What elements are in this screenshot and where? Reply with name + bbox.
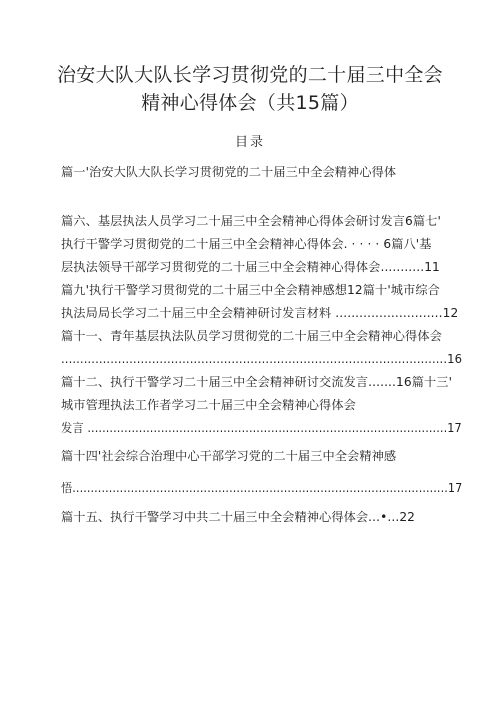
toc-entry: 层执法领导干部学习贯彻党的二十届三中全会精神心得体会...........11 bbox=[61, 260, 440, 274]
toc-entry: 城市管理执法工作者学习二十届三中全会精神心得体会 bbox=[61, 398, 356, 412]
document-title-line-2: 精神心得体会（共15篇） bbox=[141, 92, 359, 114]
toc-entry: 篇十一、青年基层执法队员学习贯彻党的二十届三中全会精神心得体会 bbox=[61, 329, 442, 343]
toc-entry: ......................................................................................................16 bbox=[61, 352, 463, 366]
toc-entry: 篇十二、执行干警学习二十届三中全会精神研讨交流发言.......16篇十三' bbox=[61, 375, 453, 389]
toc-entry: 篇十五、执行干警学习中共二十届三中全会精神心得体会...•...22 bbox=[61, 510, 416, 524]
toc-entry: 篇六、基层执法人员学习二十届三中全会精神心得体会研讨发言6篇七' bbox=[61, 214, 441, 228]
document-title-line-1: 治安大队大队长学习贯彻党的二十届三中全会 bbox=[56, 64, 443, 86]
toc-entry: 执行干警学习贯彻党的二十届三中全会精神心得体会. · · · · 6篇八'基 bbox=[61, 237, 432, 251]
toc-entry: 悟.......................................................................................................17 bbox=[61, 481, 463, 495]
toc-entry: 篇九'执行干警学习贯彻党的二十届三中全会精神感想12篇十'城市综合 bbox=[61, 283, 440, 297]
toc-heading: 目录 bbox=[234, 135, 265, 150]
toc-entry: 篇一'治安大队大队长学习贯彻党的二十届三中全会精神心得体 bbox=[61, 165, 397, 179]
toc-entry: 发言 ..................................................................................................17 bbox=[61, 421, 462, 435]
toc-entry: 执法局局长学习二十届三中全会精神研讨发言材料 ...........................12 bbox=[61, 306, 459, 320]
toc-entry: 篇十四'社会综合治理中心干部学习党的二十届三中全会精神感 bbox=[61, 449, 397, 463]
